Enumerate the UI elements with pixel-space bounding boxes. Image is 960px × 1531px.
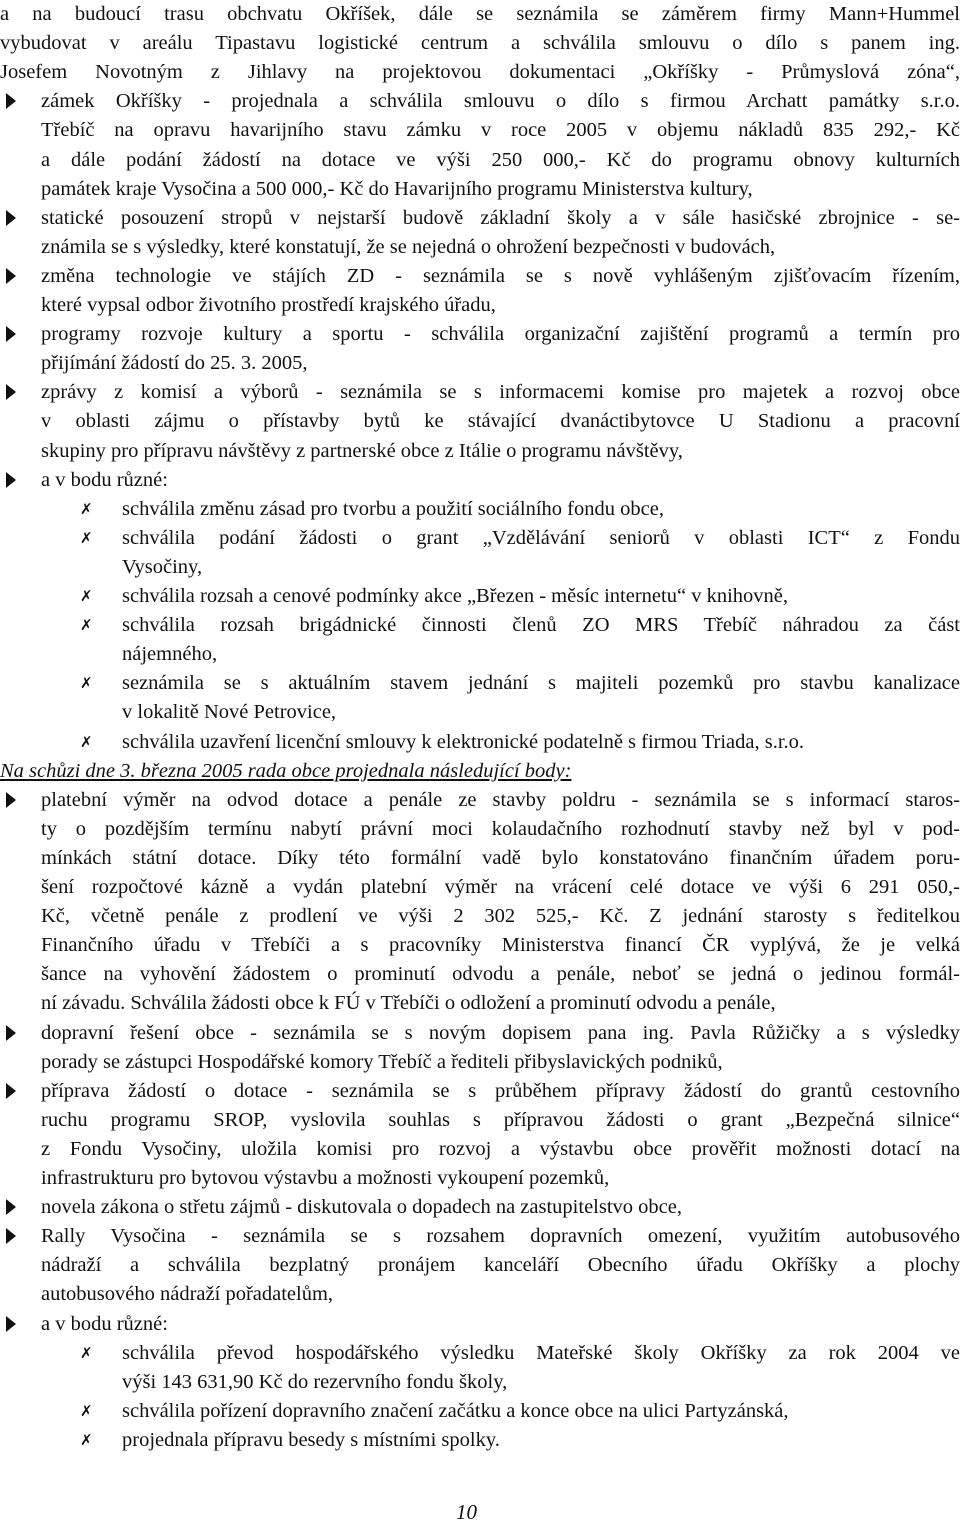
- right-triangle-icon: [6, 384, 16, 400]
- sub-list-item-line: schválila podání žádosti o grant „Vzdělávání seniorů v oblasti ICT“ z Fondu: [122, 526, 960, 549]
- x-mark-icon: ✗: [80, 499, 93, 518]
- list-item-line: dopravní řešení obce - seznámila se s novým dopisem pana ing. Pavla Růžičky a s výsledky: [41, 1021, 960, 1044]
- list-item-line: šení rozpočtové kázně a vydán platební výměr na vrácení celé dotace ve výši 6 291 050,-: [41, 876, 960, 898]
- list-item-line: skupiny pro přípravu návštěvy z partnerské obce z Itálie o programu návštěvy,: [41, 439, 683, 462]
- list-item-line: mínkách státní dotace. Díky této formální vadě bylo konstatováno finančním úřadem poru-: [41, 846, 960, 869]
- sub-list-item-line: schválila převod hospodářského výsledku Mateřské školy Okříšky za rok 2004 ve: [122, 1341, 960, 1364]
- list-item-line: porady se zástupci Hospodářské komory Třebíč a řediteli přibyslavických podniků,: [41, 1050, 723, 1073]
- paragraph-line: Josefem Novotným z Jihlavy na projektovou dokumentaci „Okříšky - Průmyslová zóna“,: [0, 61, 960, 84]
- x-mark-icon: ✗: [80, 1430, 93, 1449]
- list-item-line: platební výměr na odvod dotace a penále ze stavby poldru - seznámila se s informací staros-: [41, 788, 960, 811]
- right-triangle-icon: [6, 326, 16, 342]
- section-heading: Na schůzi dne 3. března 2005 rada obce projednala následující body:: [0, 759, 572, 782]
- x-mark-icon: ✗: [80, 1343, 93, 1362]
- list-item-line: Kč, včetně penále z prodlení ve výši 2 302 525,- Kč. Z jednání starosty s ředitelkou: [41, 905, 960, 928]
- list-item-line: zprávy z komisí a výborů - seznámila se s informacemi komise pro majetek a rozvoj obce: [41, 381, 960, 404]
- list-item-line: ruchu programu SROP, vyslovila souhlas s přípravou žádosti o grant „Bezpečná silnice“: [41, 1108, 960, 1131]
- x-mark-icon: ✗: [80, 674, 93, 693]
- list-item-line: změna technologie ve stájích ZD - seznámila se s nově vyhlášeným zjišťovacím řízením,: [41, 264, 960, 287]
- list-item-line: známila se s výsledky, které konstatují, že se nejedná o ohrožení bezpečnosti v budovách,: [41, 235, 776, 258]
- list-item-line: Rally Vysočina - seznámila se s rozsahem dopravních omezení, využitím autobusového: [41, 1225, 960, 1248]
- sub-list-item-line: schválila pořízení dopravního značení začátku a konce obce na ulici Partyzánská,: [122, 1399, 789, 1422]
- list-item-line: šance na vyhovění žádostem o prominutí odvodu a penále, neboť se jedná o jedinou formál-: [41, 963, 960, 986]
- sub-list-item-line: schválila rozsah a cenové podmínky akce „Březen - měsíc internetu“ v knihovně,: [122, 585, 788, 607]
- sub-list-item-line: seznámila se s aktuálním stavem jednání s majiteli pozemků pro stavbu kanalizace: [122, 672, 960, 695]
- sub-list-item-line: schválila rozsah brigádnické činnosti členů ZO MRS Třebíč náhradou za část: [122, 614, 960, 637]
- sub-list-item-line: projednala přípravu besedy s místními spolky.: [122, 1428, 500, 1451]
- list-item-line: Finančního úřadu v Třebíči a s pracovníky Ministerstva financí ČR vyplývá, že je velká: [41, 934, 960, 957]
- list-item-line: a v bodu různé:: [41, 468, 168, 491]
- sub-list-item-line: Vysočiny,: [122, 555, 203, 578]
- page-number: 10: [456, 1500, 477, 1524]
- list-item-line: statické posouzení stropů v nejstarší budově základní školy a v sále hasičské zbrojnice - se-: [41, 206, 960, 229]
- sub-list-item-line: nájemného,: [122, 643, 218, 666]
- sub-list-item-line: schválila uzavření licenční smlouvy k elektronické podatelně s firmou Triada, s.r.o.: [122, 730, 805, 753]
- right-triangle-icon: [6, 268, 16, 284]
- right-triangle-icon: [6, 1025, 16, 1041]
- x-mark-icon: ✗: [80, 732, 93, 751]
- right-triangle-icon: [6, 1228, 16, 1244]
- list-item-line: a dále podání žádostí na dotace ve výši 250 000,- Kč do programu obnovy kulturních: [41, 148, 960, 171]
- list-item-line: programy rozvoje kultury a sportu - schválila organizační zajištění programů a termín pro: [41, 323, 960, 346]
- list-item-line: z Fondu Vysočiny, uložila komisi pro rozvoj a výstavbu obce prověřit možnosti dotací na: [41, 1137, 960, 1160]
- paragraph-line: vybudovat v areálu Tipastavu logistické centrum a schválila smlouvu o dílo s panem ing.: [0, 32, 960, 55]
- list-item-line: Třebíč na opravu havarijního stavu zámku v roce 2005 v objemu nákladů 835 292,- Kč: [41, 119, 960, 142]
- list-item-line: zámek Okříšky - projednala a schválila smlouvu o dílo s firmou Archatt památky s.r.o.: [41, 90, 960, 113]
- right-triangle-icon: [6, 93, 16, 109]
- right-triangle-icon: [6, 1316, 16, 1332]
- x-mark-icon: ✗: [80, 587, 93, 605]
- list-item-line: infrastrukturu pro bytovou výstavbu a možnosti vykoupení pozemků,: [41, 1167, 610, 1189]
- list-item-line: ní závadu. Schválila žádosti obce k FÚ v Třebíči o odložení a prominutí odvodu a penále,: [41, 992, 776, 1015]
- list-item-line: autobusového nádraží pořadatelům,: [41, 1283, 334, 1306]
- sub-list-item-line: výši 143 631,90 Kč do rezervního fondu školy,: [122, 1370, 508, 1393]
- x-mark-icon: ✗: [80, 616, 93, 635]
- list-item-line: nádraží a schválila bezplatný pronájem kanceláří Obecního úřadu Okříšky a plochy: [41, 1254, 960, 1277]
- list-item-line: ty o pozdějším termínu nabytí právní moci kolaudačního rozhodnutí stavby než byl v pod-: [41, 817, 960, 840]
- x-mark-icon: ✗: [80, 1401, 93, 1420]
- x-mark-icon: ✗: [80, 528, 93, 547]
- list-item-line: a v bodu různé:: [41, 1312, 168, 1335]
- list-item-line: které vypsal odbor životního prostředí krajského úřadu,: [41, 294, 496, 316]
- right-triangle-icon: [6, 1083, 16, 1099]
- list-item-line: příprava žádostí o dotace - seznámila se s průběhem přípravy žádostí do grantů cestovního: [41, 1079, 960, 1102]
- list-item-line: v oblasti zájmu o přístavby bytů ke stávající dvanáctibytovce U Stadionu a pracovní: [41, 410, 960, 433]
- right-triangle-icon: [6, 792, 16, 808]
- right-triangle-icon: [6, 472, 16, 488]
- list-item-line: novela zákona o střetu zájmů - diskutovala o dopadech na zastupitelstvo obce,: [41, 1196, 682, 1219]
- sub-list-item-line: v lokalitě Nové Petrovice,: [122, 701, 337, 724]
- list-item-line: památek kraje Vysočina a 500 000,- Kč do Havarijního programu Ministerstva kultury,: [41, 177, 753, 200]
- sub-list-item-line: schválila změnu zásad pro tvorbu a použití sociálního fondu obce,: [122, 497, 664, 520]
- right-triangle-icon: [6, 1199, 16, 1215]
- list-item-line: přijímání žádostí do 25. 3. 2005,: [41, 352, 308, 375]
- paragraph-line: a na budoucí trasu obchvatu Okříšek, dále se seznámila se záměrem firmy Mann+Hummel: [0, 3, 960, 25]
- right-triangle-icon: [6, 210, 16, 226]
